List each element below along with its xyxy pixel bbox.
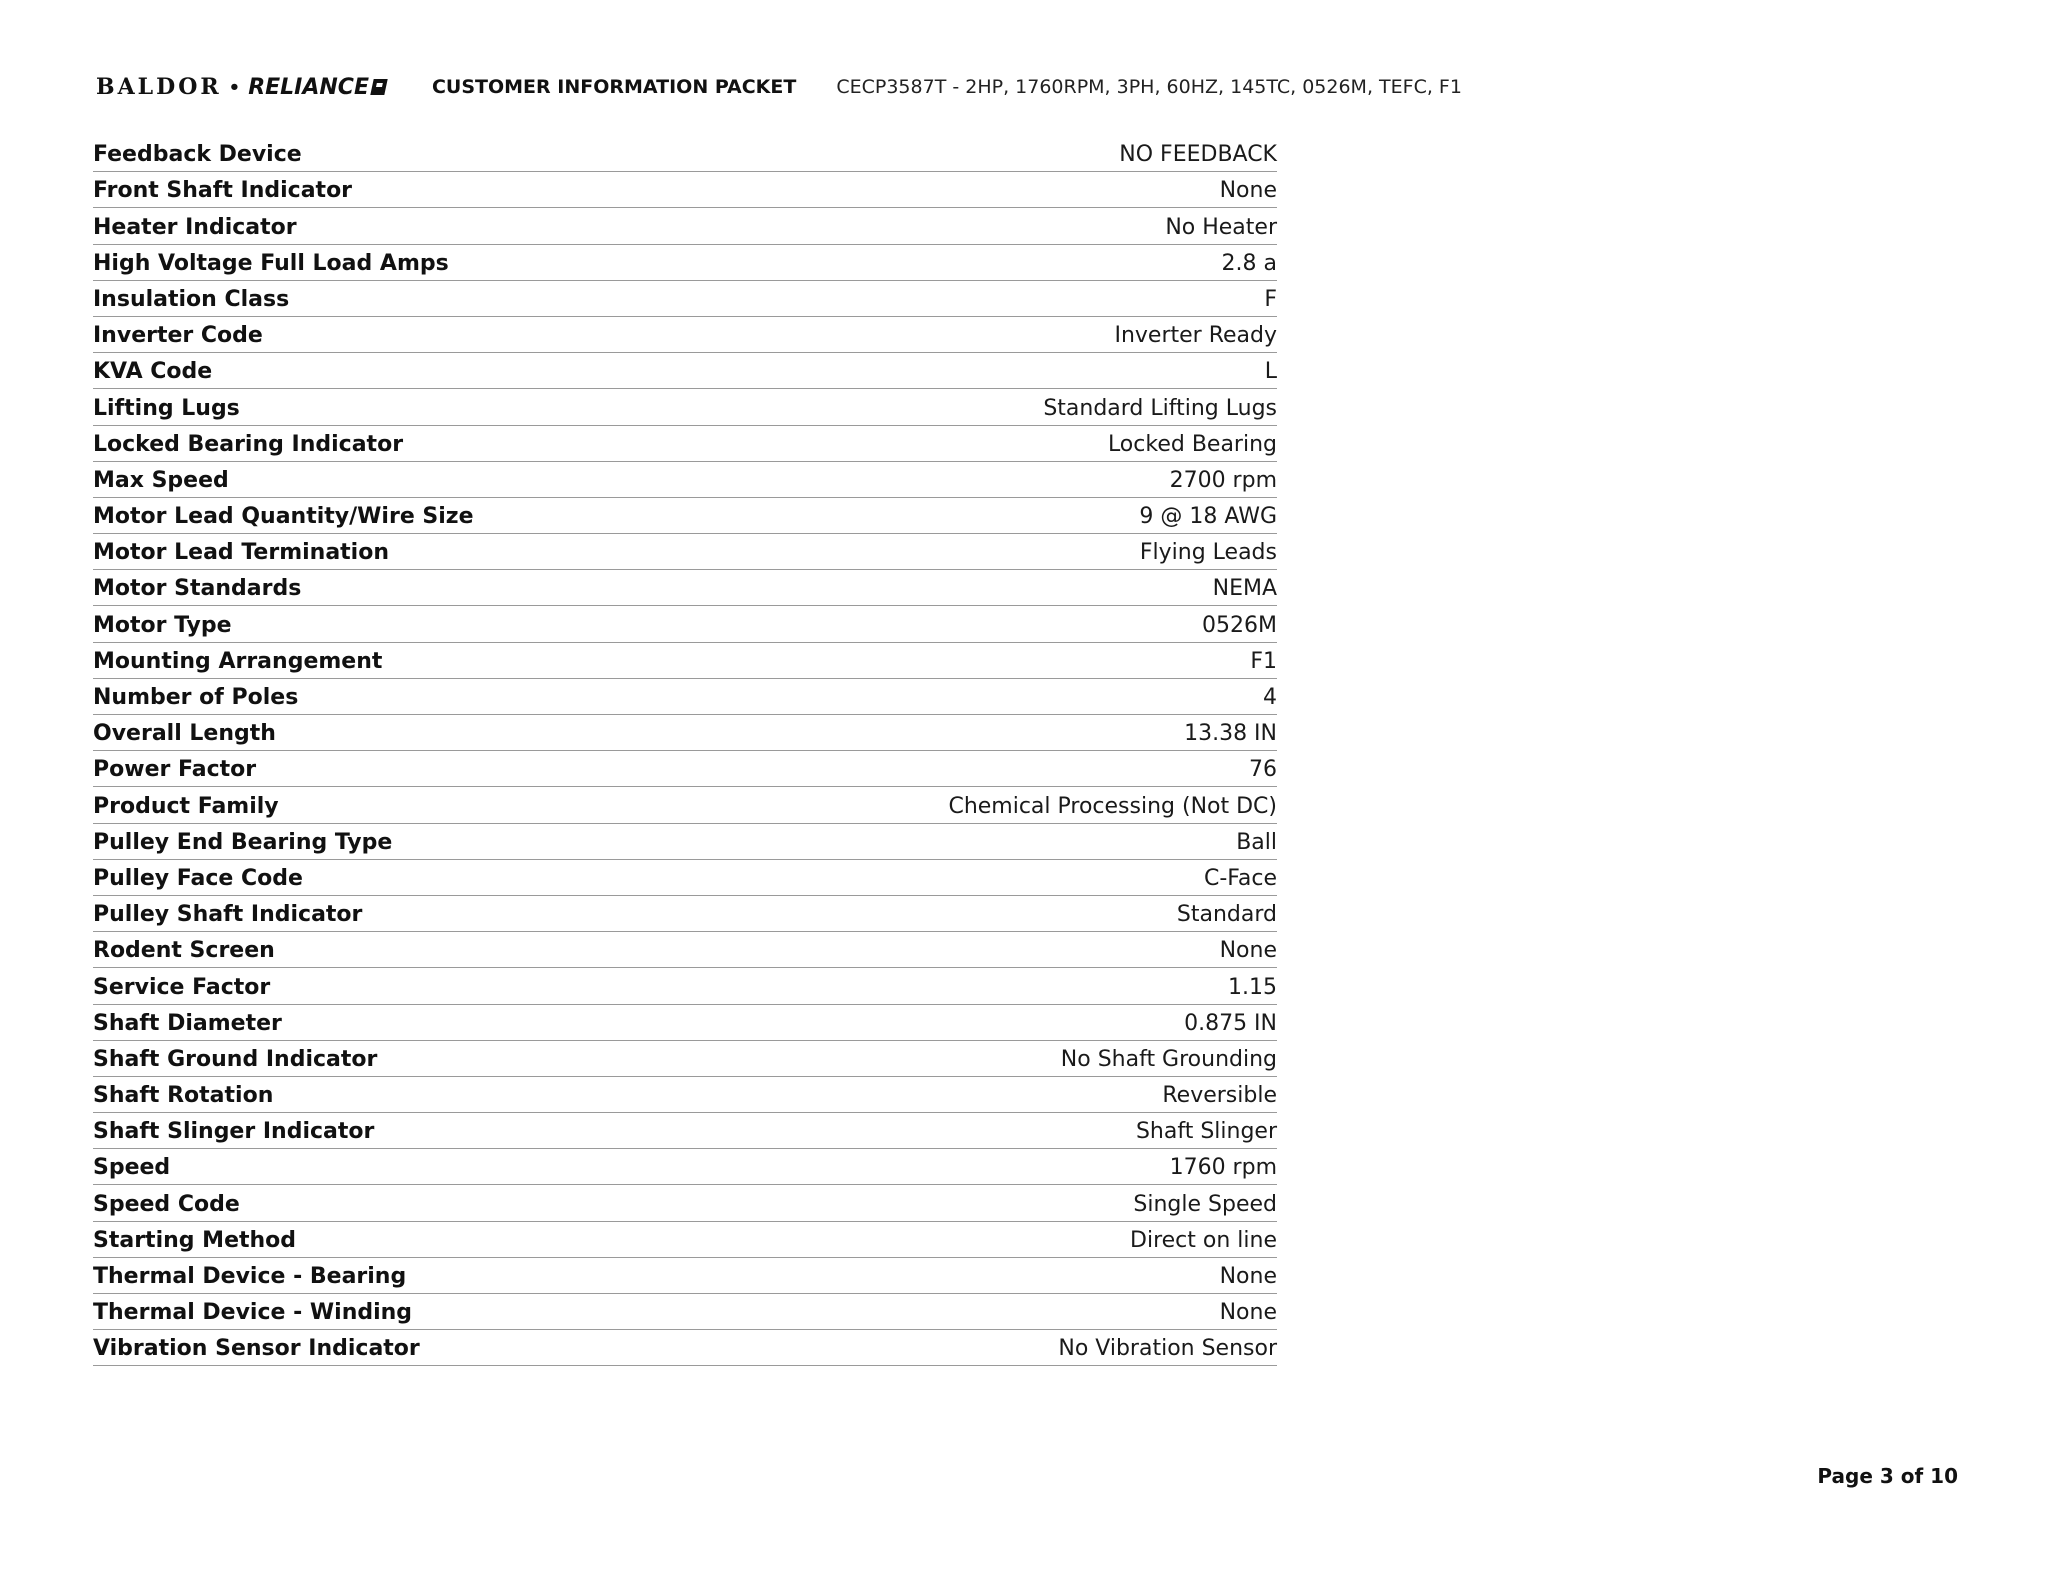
spec-value: 76: [1249, 757, 1277, 783]
table-row: [93, 389, 1277, 425]
table-row: [93, 1041, 1277, 1077]
table-row: [93, 787, 1277, 823]
spec-value: 1.15: [1228, 974, 1277, 1000]
spec-value: None: [1219, 938, 1277, 964]
spec-value: Flying Leads: [1139, 540, 1277, 566]
table-row: [93, 498, 1277, 534]
table-row: [93, 824, 1277, 860]
spec-label: Starting Method: [93, 1227, 297, 1253]
packet-title: CUSTOMER INFORMATION PACKET: [431, 76, 797, 98]
spec-value: No Vibration Sensor: [1058, 1336, 1277, 1362]
table-row: [93, 1258, 1277, 1294]
spec-value: 0526M: [1202, 612, 1277, 638]
table-row: [93, 968, 1277, 1004]
spec-label: Overall Length: [93, 721, 276, 747]
spec-label: Rodent Screen: [93, 938, 275, 964]
spec-label: Shaft Diameter: [93, 1010, 282, 1036]
spec-value: Locked Bearing: [1107, 431, 1277, 457]
spec-label: Shaft Ground Indicator: [93, 1046, 378, 1072]
spec-value: Shaft Slinger: [1135, 1119, 1277, 1145]
spec-value: 9 @ 18 AWG: [1139, 504, 1277, 530]
spec-label: Shaft Rotation: [93, 1083, 274, 1109]
page-header: [96, 70, 1462, 104]
spec-value: Inverter Ready: [1114, 323, 1277, 349]
spec-value: 0.875 IN: [1184, 1010, 1277, 1036]
spec-value: Standard: [1176, 902, 1277, 928]
spec-label: Heater Indicator: [93, 214, 297, 240]
table-row: [93, 426, 1277, 462]
spec-value: None: [1219, 178, 1277, 204]
logo-dot: •: [228, 76, 242, 98]
reliance-mark-icon: [370, 79, 387, 95]
table-row: [93, 932, 1277, 968]
table-row: [93, 715, 1277, 751]
table-row: [93, 172, 1277, 208]
spec-value: NO FEEDBACK: [1119, 142, 1277, 168]
spec-value: None: [1219, 1264, 1277, 1289]
spec-label: Power Factor: [93, 757, 257, 783]
spec-label: Shaft Slinger Indicator: [93, 1119, 375, 1145]
spec-label: High Voltage Full Load Amps: [93, 250, 449, 276]
spec-label: Pulley End Bearing Type: [93, 829, 393, 855]
spec-value: C-Face: [1203, 865, 1277, 891]
spec-label: Pulley Shaft Indicator: [93, 902, 363, 928]
spec-value: Chemical Processing (Not DC): [948, 793, 1277, 819]
table-row: [93, 1077, 1277, 1113]
spec-value: No Shaft Grounding: [1060, 1046, 1277, 1072]
spec-label: Service Factor: [93, 974, 271, 1000]
table-row: [93, 679, 1277, 715]
spec-table: [93, 136, 1277, 1366]
spec-value: Standard Lifting Lugs: [1043, 395, 1277, 421]
spec-label: Front Shaft Indicator: [93, 178, 353, 204]
spec-value: 2.8 a: [1221, 250, 1277, 276]
spec-label: Lifting Lugs: [93, 395, 240, 421]
table-row: [93, 1113, 1277, 1149]
spec-label: Thermal Device - Bearing: [93, 1264, 407, 1289]
logo-reliance-text: RELIANCE: [248, 74, 369, 100]
spec-value: Single Speed: [1133, 1191, 1277, 1217]
spec-label: Motor Type: [93, 612, 232, 638]
table-row: [93, 1149, 1277, 1185]
spec-value: Ball: [1236, 829, 1277, 855]
table-row: [93, 353, 1277, 389]
table-row: [93, 281, 1277, 317]
table-row: [93, 462, 1277, 498]
table-row: [93, 317, 1277, 353]
spec-label: Motor Lead Termination: [93, 540, 390, 566]
spec-value: L: [1264, 359, 1277, 385]
spec-value: F1: [1250, 648, 1277, 674]
table-row: [93, 1294, 1277, 1330]
table-row: [93, 606, 1277, 642]
spec-label: Inverter Code: [93, 323, 263, 349]
table-row: [93, 860, 1277, 896]
table-row: [93, 534, 1277, 570]
spec-label: Pulley Face Code: [93, 865, 303, 891]
spec-label: Max Speed: [93, 467, 229, 493]
spec-label: Motor Lead Quantity/Wire Size: [93, 504, 474, 530]
spec-value: 1760 rpm: [1169, 1155, 1277, 1181]
spec-value: None: [1219, 1300, 1277, 1326]
spec-label: Speed Code: [93, 1191, 240, 1217]
table-row: [93, 1185, 1277, 1221]
spec-label: Mounting Arrangement: [93, 648, 383, 674]
spec-value: 4: [1263, 685, 1277, 710]
table-row: [93, 1330, 1277, 1366]
table-row: [93, 208, 1277, 244]
spec-label: Insulation Class: [93, 286, 290, 312]
baldor-reliance-logo: [96, 74, 386, 100]
spec-label: Product Family: [93, 793, 279, 819]
spec-label: Vibration Sensor Indicator: [93, 1336, 420, 1362]
table-row: [93, 1005, 1277, 1041]
spec-label: Thermal Device - Winding: [93, 1300, 413, 1326]
spec-value: No Heater: [1165, 214, 1277, 240]
page-number: Page 3 of 10: [1817, 1464, 1958, 1488]
spec-label: Feedback Device: [93, 142, 302, 168]
spec-label: Locked Bearing Indicator: [93, 431, 404, 457]
spec-value: NEMA: [1212, 576, 1277, 602]
table-row: [93, 643, 1277, 679]
spec-value: 2700 rpm: [1169, 467, 1277, 493]
table-row: [93, 751, 1277, 787]
spec-label: Number of Poles: [93, 685, 299, 710]
table-row: [93, 570, 1277, 606]
logo-baldor-text: BALDOR: [96, 74, 222, 100]
table-row: [93, 896, 1277, 932]
spec-value: 13.38 IN: [1184, 721, 1277, 747]
spec-label: Motor Standards: [93, 576, 302, 602]
table-row: [93, 1222, 1277, 1258]
table-row: [93, 245, 1277, 281]
product-description: CECP3587T - 2HP, 1760RPM, 3PH, 60HZ, 145TC, 0526M, TEFC, F1: [836, 76, 1462, 98]
spec-label: KVA Code: [93, 359, 213, 385]
spec-value: Direct on line: [1130, 1227, 1277, 1253]
table-row: [93, 136, 1277, 172]
spec-label: Speed: [93, 1155, 171, 1181]
spec-value: Reversible: [1162, 1083, 1277, 1109]
spec-value: F: [1264, 286, 1277, 312]
